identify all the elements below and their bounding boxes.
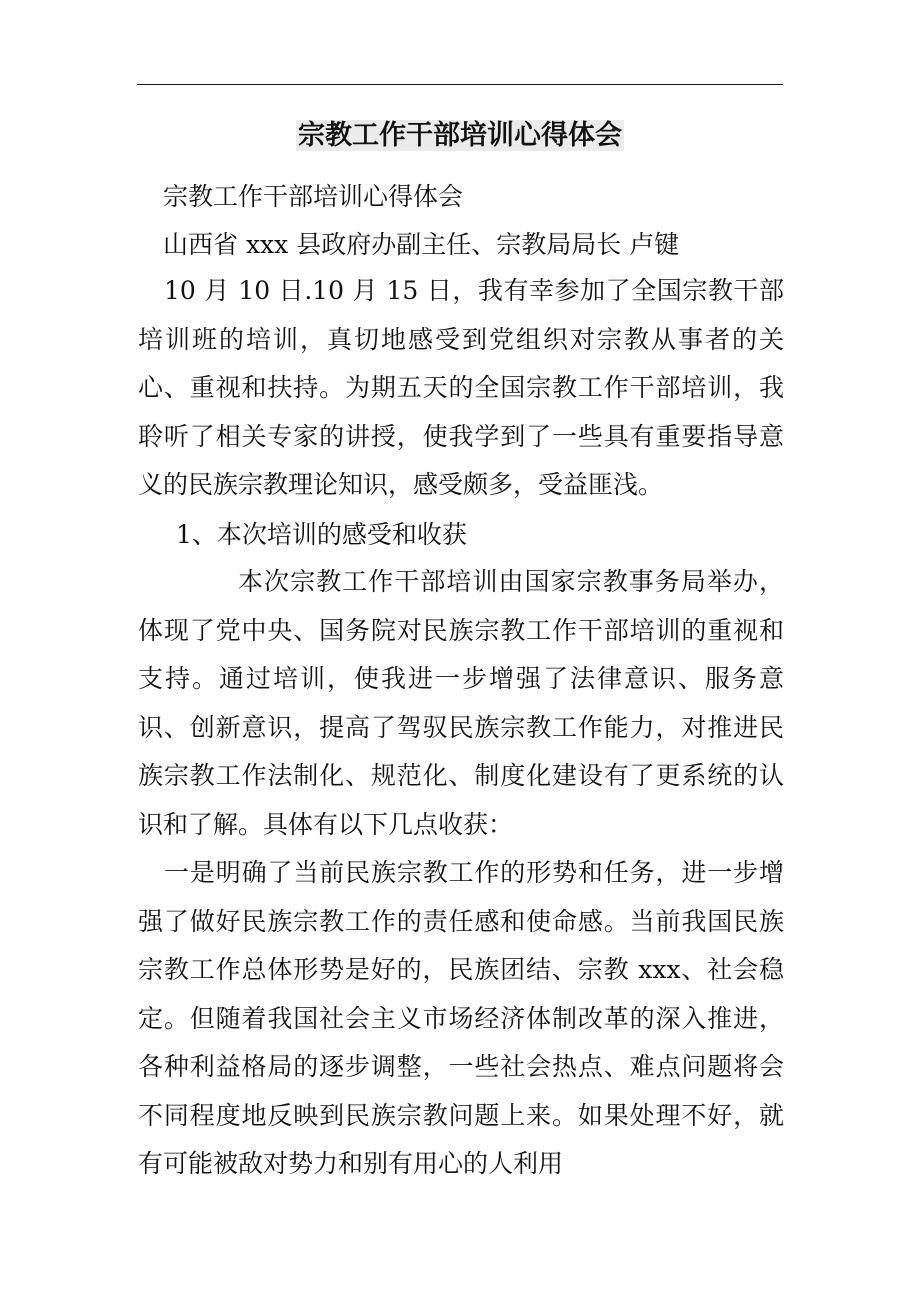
paragraph-intro: 10 月 10 日.10 月 15 日，我有幸参加了全国宗教干部培训班的培训，真切地感受到党组织对宗教从事者的关心、重视和扶持。为期五天的全国宗教工作干部培训，我聆听了相关专家的讲授，使我学到了一些具有重要指导意义的民族宗教理论知识，感受颇多，受益匪浅。 — [138, 276, 784, 499]
author-line: 山西省 xxx 县政府办副主任、宗教局局长 卢键 — [163, 230, 680, 259]
header-rule — [137, 84, 783, 85]
subtitle: 宗教工作干部培训心得体会 — [163, 182, 464, 211]
paragraph-point-1: 一是明确了当前民族宗教工作的形势和任务，进一步增强了做好民族宗教工作的责任感和使命感。当前我国民族宗教工作总体形势是好的，民族团结、宗教 xxx、社会稳定。但随着我国社会主义市场经济体制改革的深入推进，各种利益格局的逐步调整，一些社会热点、难点问题将会不同程度地反映到民族宗教问题上来。如果处理不好，就有可能被敌对势力和别有用心的人利用 — [138, 858, 784, 1178]
document-title: 宗教工作干部培训心得体会 — [298, 120, 622, 151]
section-heading: 1、本次培训的感受和收获 — [176, 520, 467, 549]
paragraph-section-1: 本次宗教工作干部培训由国家宗教事务局举办，体现了党中央、国务院对民族宗教工作干部培训的重视和支持。通过培训，使我进一步增强了法律意识、服务意识、创新意识，提高了驾驭民族宗教工作能力，对推进民族宗教工作法制化、规范化、制度化建设有了更系统的认识和了解。具体有以下几点收获： — [138, 567, 784, 839]
